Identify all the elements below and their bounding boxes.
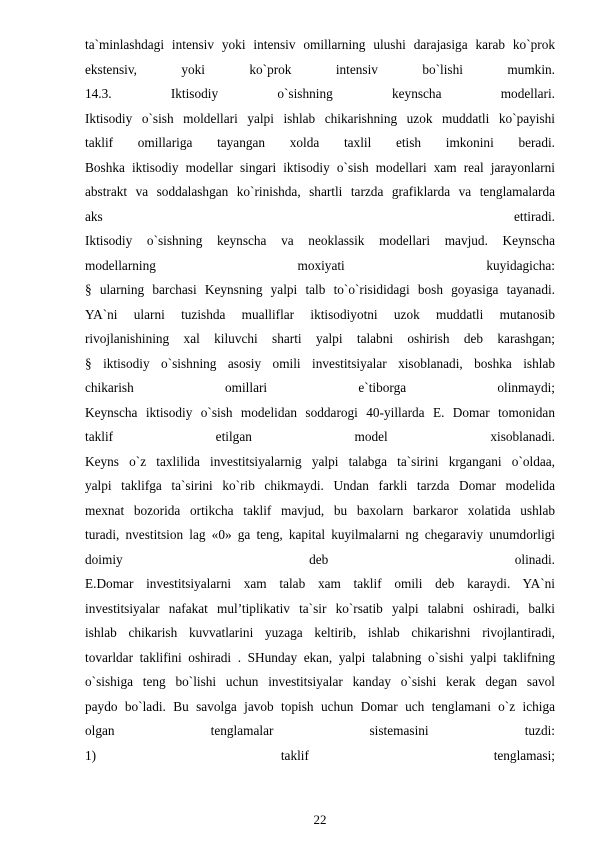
text-line: ekstensiv, yoki ko`prok intensiv bo`lishi mumkin. — [85, 61, 555, 77]
text-line: Keyns o`z taxlilida investitsiyalarnig yalpi talabga ta`sirini krgangani o`oldaa, — [85, 453, 555, 469]
text-line: doimiy deb olinadi. — [85, 551, 555, 567]
text-line: ishlab chikarish kuvvatlarini yuzaga keltirib, ishlab chikarishni rivojlantiradi, — [85, 625, 555, 640]
text-line: turadi, nvestitsion lag «0» ga teng, kapital kuyilmalarni ng chegaraviy unumdorligi — [85, 527, 555, 542]
text-line: chikarish omillari e`tiborga olinmaydi; — [85, 380, 555, 395]
text-line: taklif etilgan model xisoblanadi. — [85, 429, 555, 444]
document-body — [85, 33, 555, 768]
bullet-line: § ularning barchasi Keynsning yalpi talb to`o`risididagi bosh goyasiga tayanadi. — [85, 282, 555, 297]
text-line: Iktisodiy o`sish moldellari yalpi ishlab chikarishning uzok muddatli ko`payishi — [85, 110, 555, 126]
text-line: ta`minlashdagi intensiv yoki intensiv omillarning ulushi darajasiga karab ko`prok — [85, 37, 555, 52]
section-heading: 14.3. Iktisodiy o`sishning keynscha modellari. — [85, 86, 555, 101]
text-line: Iktisodiy o`sishning keynscha va neoklassik modellari mavjud. Keynscha — [85, 233, 555, 248]
text-line: tovarldar taklifini oshiradi . SHunday ekan, yalpi talabning o`sishi yalpi taklifning — [85, 649, 555, 665]
text-line: Boshka iktisodiy modellar singari iktisodiy o`sish modellari xam real jarayonlarni — [85, 159, 555, 175]
text-line: YA`ni ularni tuzishda mualliflar iktisodiyotni uzok muddatli mutanosib — [85, 306, 555, 322]
page-number: 22 — [313, 812, 327, 827]
text-line: yalpi taklifga ta`sirini ko`rib chikmaydi. Undan farkli tarzda Domar modelida — [85, 478, 555, 493]
list-item: 1) taklif tenglamasi; — [85, 747, 555, 763]
text-line: abstrakt va soddalashgan ko`rinishda, shartli tarzda grafiklarda va tenglamalarda — [85, 184, 555, 199]
text-line: taklif omillariga tayangan xolda taxlil etish imkonini beradi. — [85, 135, 555, 150]
text-line: paydo bo`ladi. Bu savolga javob topish uchun Domar uch tenglamani o`z ichiga — [85, 698, 555, 714]
text-line: Keynscha iktisodiy o`sish modelidan soddarogi 40-yillarda E. Domar tomonidan — [85, 404, 555, 420]
text-line: mexnat bozorida ortikcha taklif mavjud, bu baxolarn barkaror xolatida ushlab — [85, 502, 555, 518]
text-line: rivojlanishining xal kiluvchi sharti yalpi talabni oshirish deb karashgan; — [85, 331, 555, 346]
text-line: investitsiyalar nafakat mul’tiplikativ ta`sir ko`rsatib yalpi talabni oshiradi, balki — [85, 600, 555, 616]
text-line: aks ettiradi. — [85, 208, 555, 224]
bullet-line: § iktisodiy o`sishning asosiy omili investitsiyalar xisoblanadi, boshka ishlab — [85, 355, 555, 371]
text-line: olgan tenglamalar sistemasini tuzdi: — [85, 723, 555, 738]
text-line: E.Domar investitsiyalarni xam talab xam taklif omili deb karaydi. YA`ni — [85, 576, 555, 591]
text-line: modellarning moxiyati kuyidagicha: — [85, 257, 555, 273]
text-line: o`sishiga teng bo`lishi uchun investitsiyalar kanday o`sishi kerak degan savol — [85, 674, 555, 689]
